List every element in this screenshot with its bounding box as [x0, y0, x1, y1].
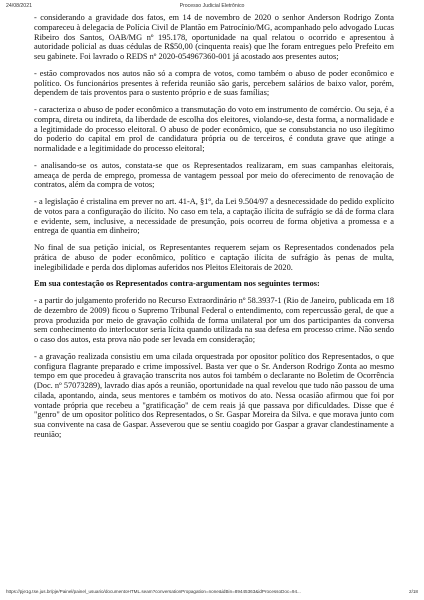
paragraph: - analisando-se os autos, constata-se que os Representados realizaram, em suas campanhas eleitorais, ameaça de perda de emprego, promessa de vantagem pessoal por meio do oferecimento de renovação de contratos, além da compra de votos;	[34, 160, 394, 190]
page-title: Processo Judicial Eletrônico	[179, 3, 245, 9]
paragraph: - a gravação realizada consistiu em uma cilada orquestrada por opositor político dos Representados, o que configura flagrante preparado e crime impossível. Basta ver que o Sr. Anderson Rodrigo Zonta ao mesmo tempo em que procedeu à gravação transcrita nos autos foi também o declarante no Boletim de Ocorrência (Doc. nº 57073289), lavrado dias após a reunião, oportunidade na qual revelou que tudo não passou de uma cilada, apontando, ainda, seus mentores e também os motivos do ato. Nessa ocasião afirmou que foi por vontade própria que recebeu a "gratificação" de cem reais já que passava por dificuldades. Disse que é "genro" de um opositor político dos Representados, o Sr. Gaspar Moreira da Silva. e que morava junto com sua convivente na casa de Gaspar. Asseverou que se sentiu coagido por Gaspar a gravar clandestinamente a reunião;	[34, 351, 394, 439]
print-date: 24/08/2021	[6, 3, 32, 9]
paragraph: - a legislação é cristalina em prever no art. 41-A, §1º, da Lei 9.504/97 a desnecessidade do pedido explícito de votos para a configuração do ilícito. No caso em tela, a captação ilícita de sufrágio se dá de forma clara e evidente, sem, inclusive, a necessidade de presunção, pois ocorreu de forma objetiva a promessa e a entrega de quantia em dinheiro;	[34, 197, 394, 236]
page-footer	[6, 589, 418, 597]
paragraph: - caracteriza o abuso de poder econômico a transmutação do voto em instrumento de comércio. Ou seja, é a compra, direta ou indireta, da liberdade de escolha dos eleitores, violando-se, desta forma, a normalidade e a legitimidade do processo eleitoral. O abuso de poder econômico, que se consubstancia no uso ilegítimo do poderio do capital em prol de candidatura própria ou de terceiros, é conduta grave que atinge a normalidade e a legitimidade do processo eleitoral;	[34, 105, 394, 153]
page-number: 2/18	[409, 589, 418, 594]
page-header	[6, 3, 418, 11]
document-url[interactable]: https://pje1g.tse.jus.br/pje/Painel/painel_usuario/documentoHTML.seam?conversationPropagation=none&idBin=89445363&idProcessoDoc=94...	[6, 589, 301, 594]
paragraph: - estão comprovados nos autos não só a compra de votos, como também o abuso de poder econômico e político. Os funcionários presentes à referida reunião são garis, percebem salários de baixo valor, porém, dependem de tais proventos para o sustento próprio e de suas famílias;	[34, 68, 394, 98]
section-heading: Em sua contestação os Representados contra-argumentam nos seguintes termos:	[34, 279, 320, 289]
paragraph: No final de sua petição inicial, os Representantes requerem sejam os Representados condenados pela prática de abuso de poder econômico, político e captação ilícita de sufrágio às penas de multa, inelegibilidade e perda dos diplomas auferidos nos Pleitos Eleitorais de 2020.	[34, 243, 394, 272]
document-body	[34, 13, 394, 447]
paragraph: - a partir do julgamento proferido no Recurso Extraordinário nº 58.3937-1 (Rio de Janeiro, publicada em 18 de dezembro de 2009) ficou o Supremo Tribunal Federal o entendimento, com repercussão geral, de que a prova produzida por meio de gravação colhida de forma unilateral por um dos participantes da conversa sem conhecimento do interlocutor seria lícita quando utilizada na sua defesa em processo crime. Não sendo o caso dos autos, esta prova não pode ser levada em consideração;	[34, 296, 394, 344]
paragraph: - considerando a gravidade dos fatos, em 14 de novembro de 2020 o senhor Anderson Rodrigo Zonta compareceu à delegacia de Polícia Civil de Plantão em Patrocínio/MG, acompanhado pelo advogado Lucas Ribeiro dos Santos, OAB/MG nº 195.178, oportunidade na qual relatou o ocorrido e apresentou à autoridade policial as duas cédulas de R$50,00 (cinquenta reais) que lhe foram entregues pelo Prefeito em seu gabinete. Foi lavrado o REDS nº 2020-054967360-001 já acostado aos presentes autos;	[34, 13, 394, 61]
